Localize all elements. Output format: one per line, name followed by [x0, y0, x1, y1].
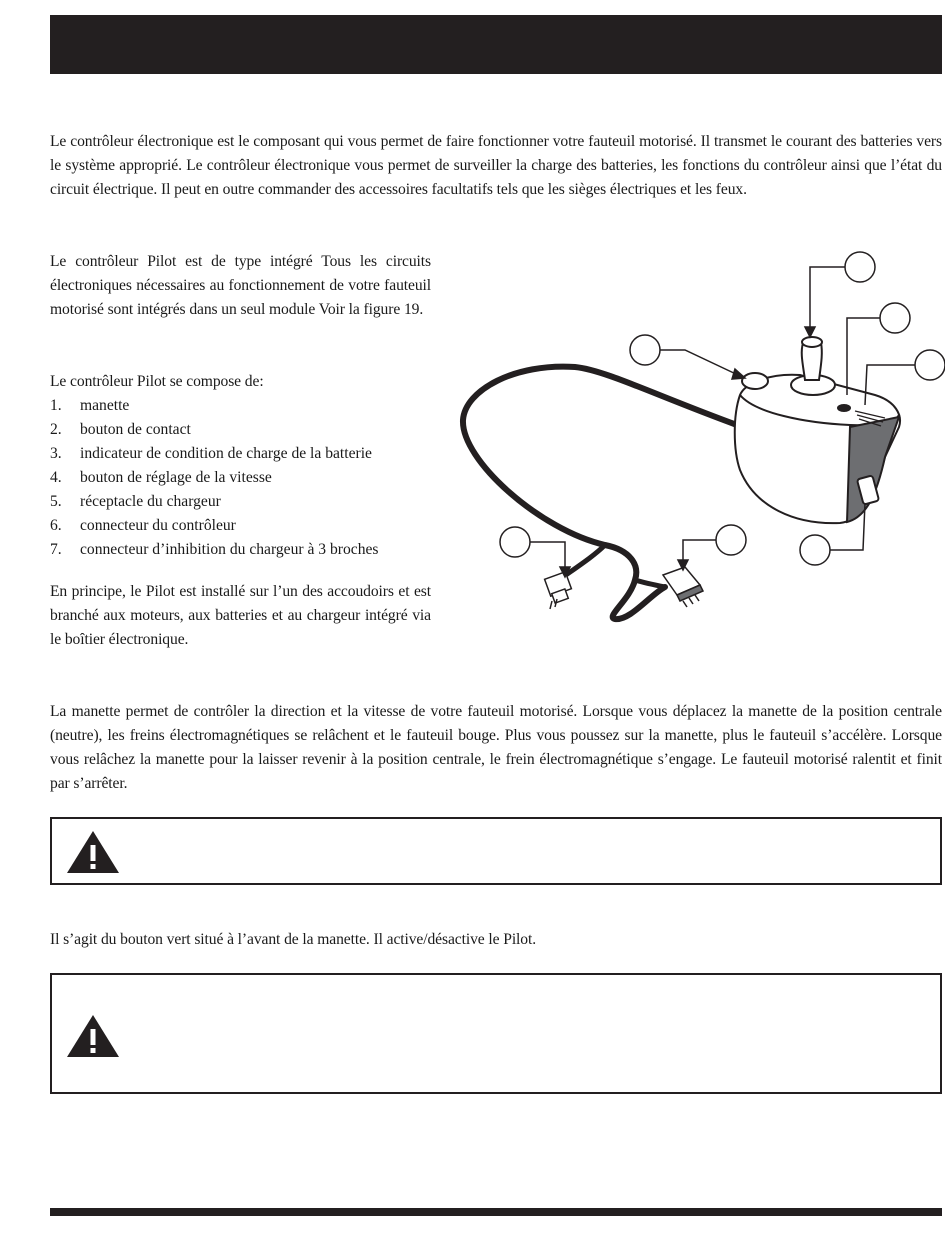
- warning-box: [50, 973, 942, 1094]
- connector-cable-left: [563, 545, 605, 577]
- footer-bar: [50, 1208, 942, 1216]
- callout-circle: [880, 303, 910, 333]
- power-button-paragraph: Il s’agit du bouton vert situé à l’avant de la manette. Il active/désactive le Pilot.: [50, 931, 537, 948]
- inhibit-connector-icon: [663, 567, 703, 607]
- warning-triangle-icon: [65, 1013, 121, 1059]
- speed-knob-icon: [837, 404, 851, 412]
- list-item: 3. indicateur de condition de charge de la batterie: [50, 445, 372, 462]
- power-button-icon: [742, 373, 768, 389]
- callout-circle: [845, 252, 875, 282]
- callout-circle: [915, 350, 945, 380]
- callout-circle: [630, 335, 660, 365]
- callout-circle: [500, 527, 530, 557]
- list-item: 5. réceptacle du chargeur: [50, 493, 221, 510]
- components-list: [50, 394, 450, 562]
- callout-circle: [800, 535, 830, 565]
- joystick-knob: [791, 337, 835, 395]
- pilot-controller-figure: [455, 245, 945, 635]
- list-item: 2. bouton de contact: [50, 421, 191, 438]
- install-paragraph: En principe, le Pilot est installé sur l’un des accoudoirs et est branché aux moteurs, aux batteries et au chargeur intégré via le boîtier électronique.: [50, 583, 431, 648]
- warning-triangle-icon: [65, 829, 121, 875]
- list-item: 4. bouton de réglage de la vitesse: [50, 469, 272, 486]
- intro-paragraph: Le contrôleur électronique est le composant qui vous permet de faire fonctionner votre fauteuil motorisé. Il transmet le courant des batteries vers le système approprié. Le contrôleur électronique vous permet de surveiller la charge des batteries, les fonctions du contrôleur ainsi que l’état du circuit électrique. Il peut en outre commander des accessoires facultatifs tels que les sièges électriques et les feux.: [50, 133, 942, 198]
- controller-connector-icon: [545, 572, 572, 609]
- list-item: 1. manette: [50, 397, 130, 414]
- list-item: 7. connecteur d’inhibition du chargeur à 3 broches: [50, 541, 379, 558]
- pilot-paragraph: Le contrôleur Pilot est de type intégré Tous les circuits électroniques nécessaires au fonctionnement de votre fauteuil motorisé sont intégrés dans un seul module Voir la figure 19.: [50, 253, 431, 318]
- header-bar: [50, 15, 942, 74]
- list-item: 6. connecteur du contrôleur: [50, 517, 236, 534]
- warning-box: [50, 817, 942, 885]
- components-intro: Le contrôleur Pilot se compose de:: [50, 373, 264, 390]
- manette-paragraph: La manette permet de contrôler la direction et la vitesse de votre fauteuil motorisé. Lorsque vous déplacez la manette de la position centrale (neutre), les freins électromagnétiques se relâchent et le fauteuil bouge. Plus vous poussez sur la manette, plus le fauteuil s’accélère. Lorsque vous relâchez la manette pour la laisser revenir à la position centrale, le frein électromagnétique s’engage. Le fauteuil motorisé ralentit et finit par s’arrêter.: [50, 703, 942, 792]
- callout-circle: [716, 525, 746, 555]
